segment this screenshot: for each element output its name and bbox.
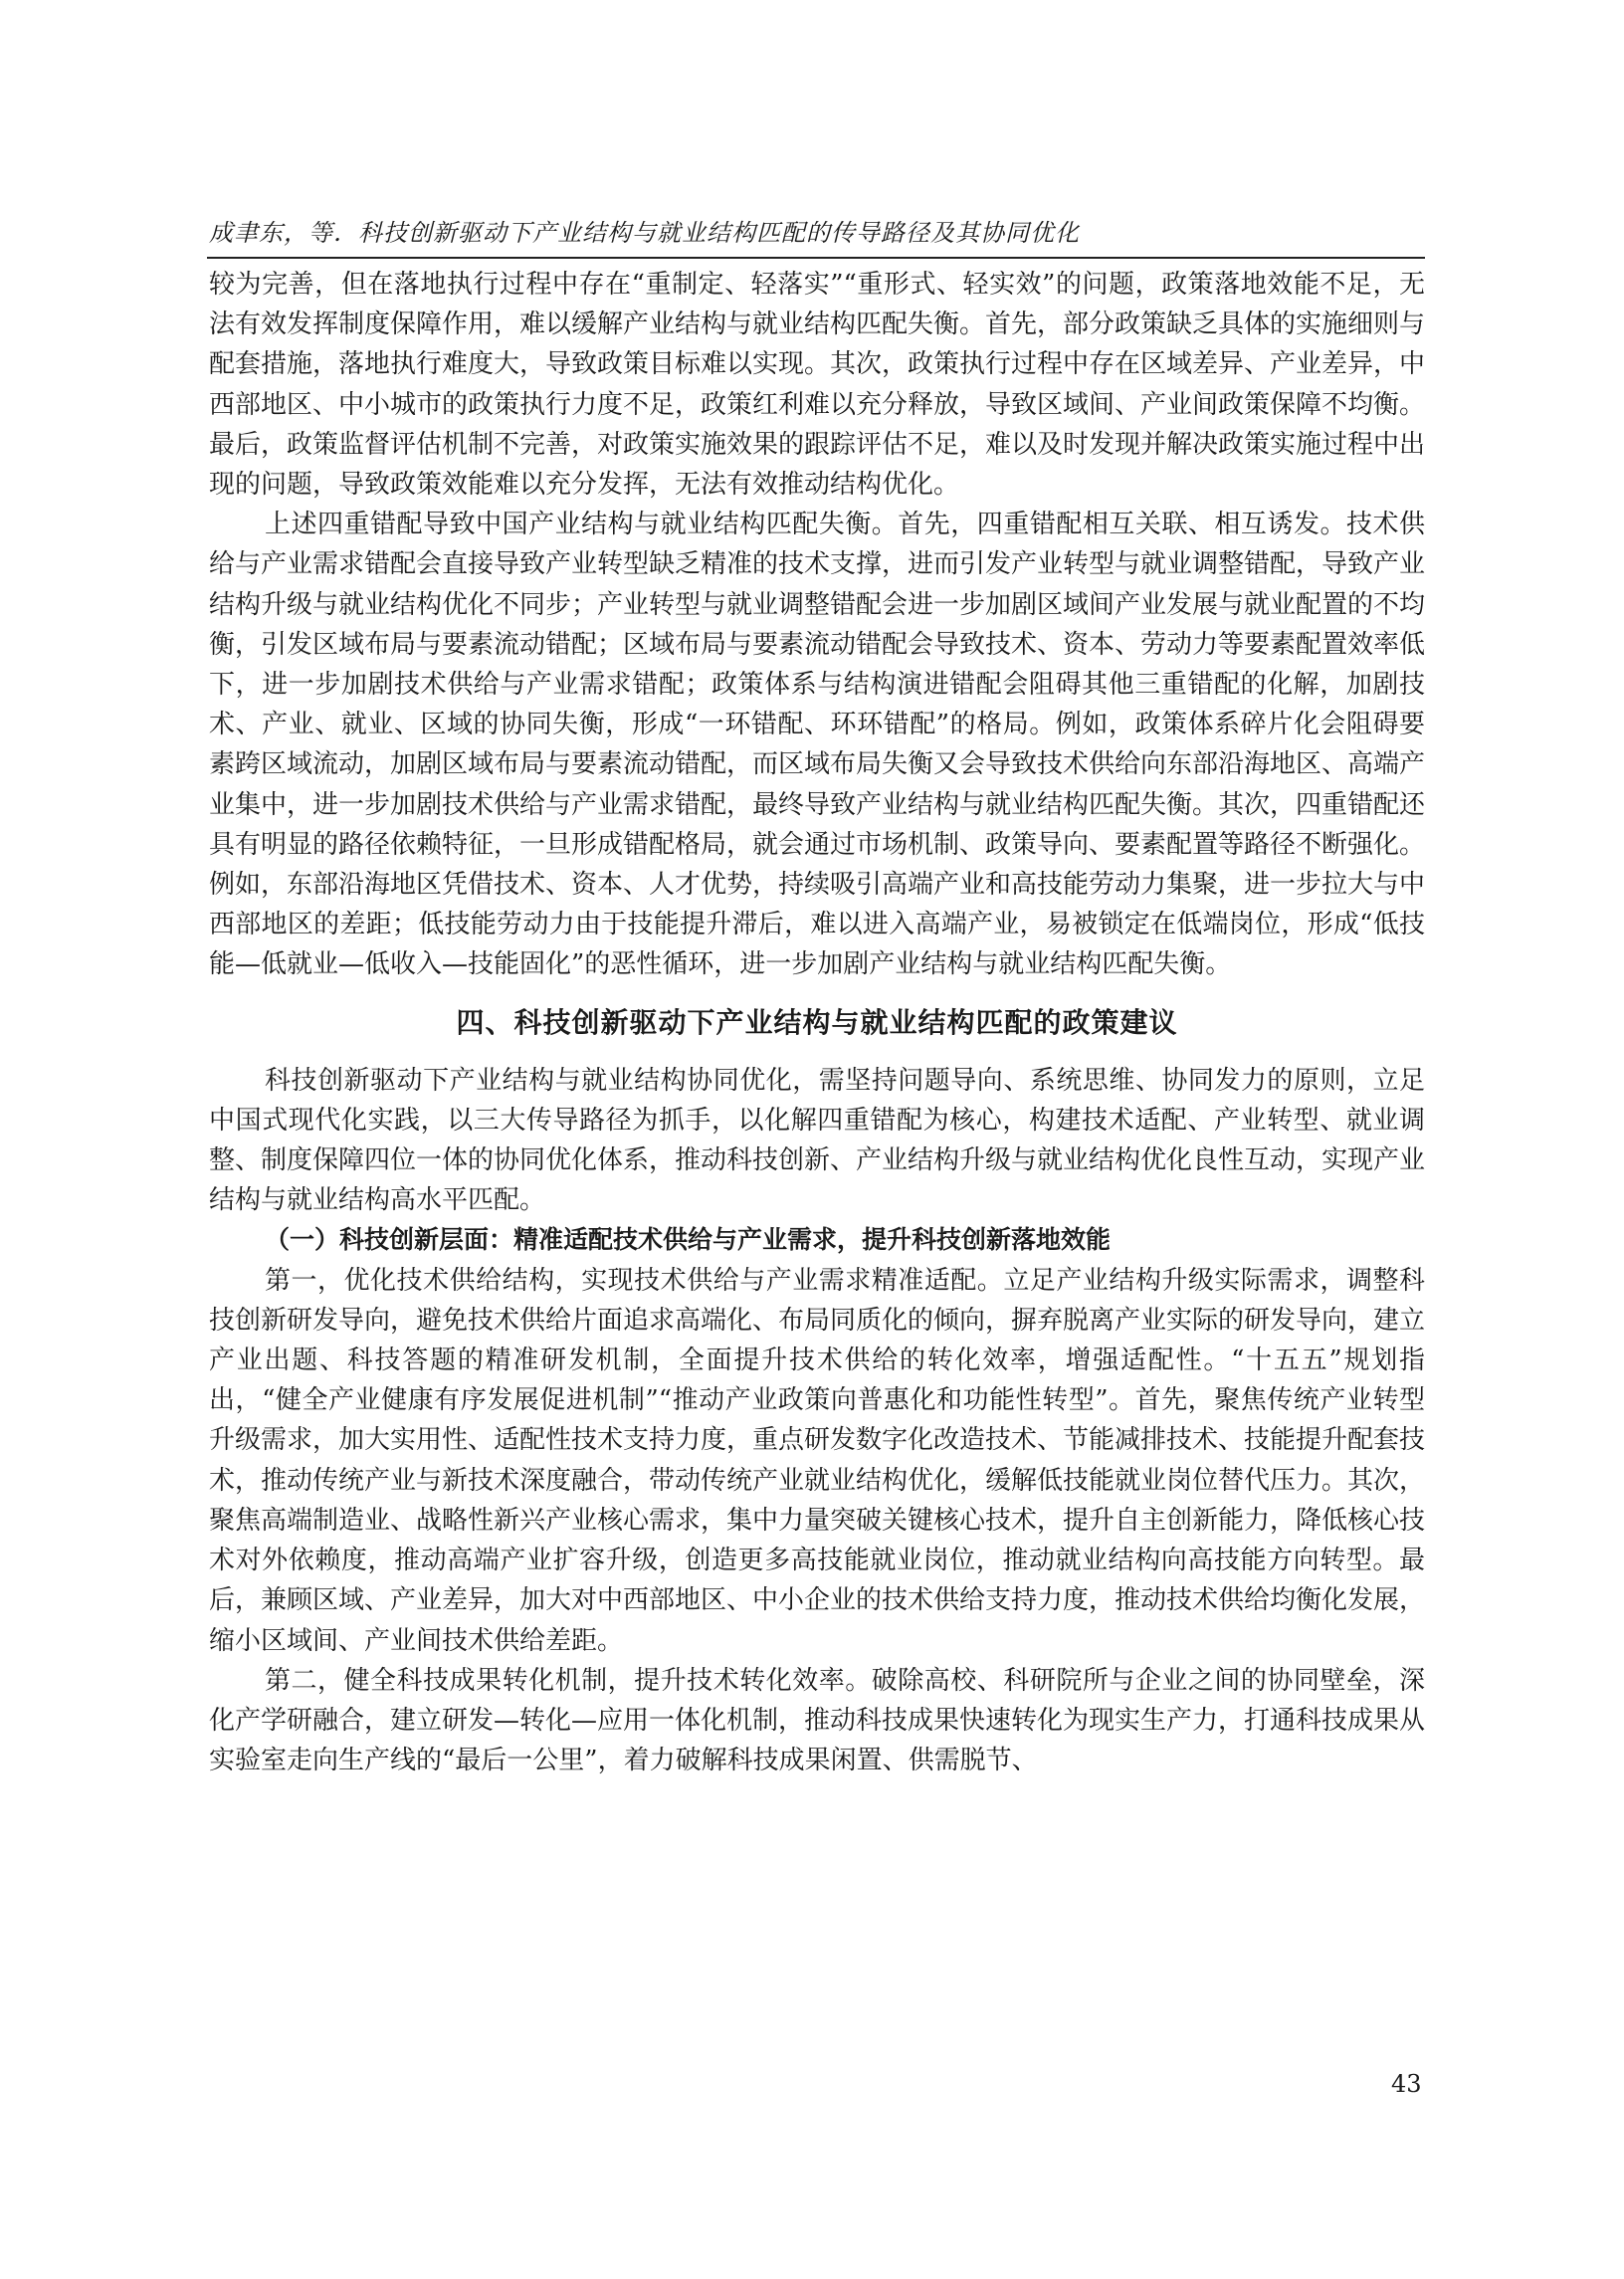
header-rule (207, 257, 1425, 259)
paragraph-intro-recommendations: 科技创新驱动下产业结构与就业结构协同优化，需坚持问题导向、系统思维、协同发力的原则，立足中国式现代化实践，以三大传导路径为抓手，以化解四重错配为核心，构建技术适配、产业转型、就业调整、制度保障四位一体的协同优化体系，推动科技创新、产业结构升级与就业结构优化良性互动，实现产业结构与就业结构高水平匹配。 (209, 1065, 1426, 1216)
section-heading: 四、科技创新驱动下产业结构与就业结构匹配的政策建议 (456, 1005, 1178, 1039)
paragraph-second-measure: 第二，健全科技成果转化机制，提升技术转化效率。破除高校、科研院所与企业之间的协同壁垒，深化产学研融合，建立研发—转化—应用一体化机制，推动科技成果快速转化为现实生产力，打通科技成果从实验室走向生产线的“最后一公里”，着力破解科技成果闲置、供需脱节、 (209, 1665, 1426, 1776)
page-number: 43 (1391, 2070, 1422, 2098)
body-text (209, 265, 1425, 1780)
running-header: 成聿东，等．科技创新驱动下产业结构与就业结构匹配的传导路径及其协同优化 (209, 219, 1080, 247)
subsection-heading: （一）科技创新层面：精准适配技术供给与产业需求，提升科技创新落地效能 (265, 1225, 1112, 1255)
paragraph-continuation: 较为完善，但在落地执行过程中存在“重制定、轻落实”“重形式、轻实效”的问题，政策落地效能不足，无法有效发挥制度保障作用，难以缓解产业结构与就业结构匹配失衡。首先，部分政策缺乏具体的实施细则与配套措施，落地执行难度大，导致政策目标难以实现。其次，政策执行过程中存在区域差异、产业差异，中西部地区、中小城市的政策执行力度不足，政策红利难以充分释放，导致区域间、产业间政策保障不均衡。最后，政策监督评估机制不完善，对政策实施效果的跟踪评估不足，难以及时发现并解决政策实施过程中出现的问题，导致政策效能难以充分发挥，无法有效推动结构优化。 (209, 270, 1426, 501)
paragraph-four-mismatches: 上述四重错配导致中国产业结构与就业结构匹配失衡。首先，四重错配相互关联、相互诱发。技术供给与产业需求错配会直接导致产业转型缺乏精准的技术支撑，进而引发产业转型与就业调整错配，导致产业结构升级与就业结构优化不同步；产业转型与就业调整错配会进一步加剧区域间产业发展与就业配置的不均衡，引发区域布局与要素流动错配；区域布局与要素流动错配会导致技术、资本、劳动力等要素配置效率低下，进一步加剧技术供给与产业需求错配；政策体系与结构演进错配会阻碍其他三重错配的化解，加剧技术、产业、就业、区域的协同失衡，形成“一环错配、环环错配”的格局。例如，政策体系碎片化会阻碍要素跨区域流动，加剧区域布局与要素流动错配，而区域布局失衡又会导致技术供给向东部沿海地区、高端产业集中，进一步加剧技术供给与产业需求错配，最终导致产业结构与就业结构匹配失衡。其次，四重错配还具有明显的路径依赖特征，一旦形成错配格局，就会通过市场机制、政策导向、要素配置等路径不断强化。例如，东部沿海地区凭借技术、资本、人才优势，持续吸引高端产业和高技能劳动力集聚，进一步拉大与中西部地区的差距；低技能劳动力由于技能提升滞后，难以进入高端产业，易被锁定在低端岗位，形成“低技能—低就业—低收入—技能固化”的恶性循环，进一步加剧产业结构与就业结构匹配失衡。 (209, 510, 1426, 980)
paragraph-first-measure: 第一，优化技术供给结构，实现技术供给与产业需求精准适配。立足产业结构升级实际需求，调整科技创新研发导向，避免技术供给片面追求高端化、布局同质化的倾向，摒弃脱离产业实际的研发导向，建立产业出题、科技答题的精准研发机制，全面提升技术供给的转化效率，增强适配性。“十五五”规划指出，“健全产业健康有序发展促进机制”“推动产业政策向普惠化和功能性转型”。首先，聚焦传统产业转型升级需求，加大实用性、适配性技术支持力度，重点研发数字化改造技术、节能减排技术、技能提升配套技术，推动传统产业与新技术深度融合，带动传统产业就业结构优化，缓解低技能就业岗位替代压力。其次，聚焦高端制造业、战略性新兴产业核心需求，集中力量突破关键核心技术，提升自主创新能力，降低核心技术对外依赖度，推动高端产业扩容升级，创造更多高技能就业岗位，推动就业结构向高技能方向转型。最后，兼顾区域、产业差异，加大对中西部地区、中小企业的技术供给支持力度，推动技术供给均衡化发展，缩小区域间、产业间技术供给差距。 (209, 1265, 1426, 1656)
